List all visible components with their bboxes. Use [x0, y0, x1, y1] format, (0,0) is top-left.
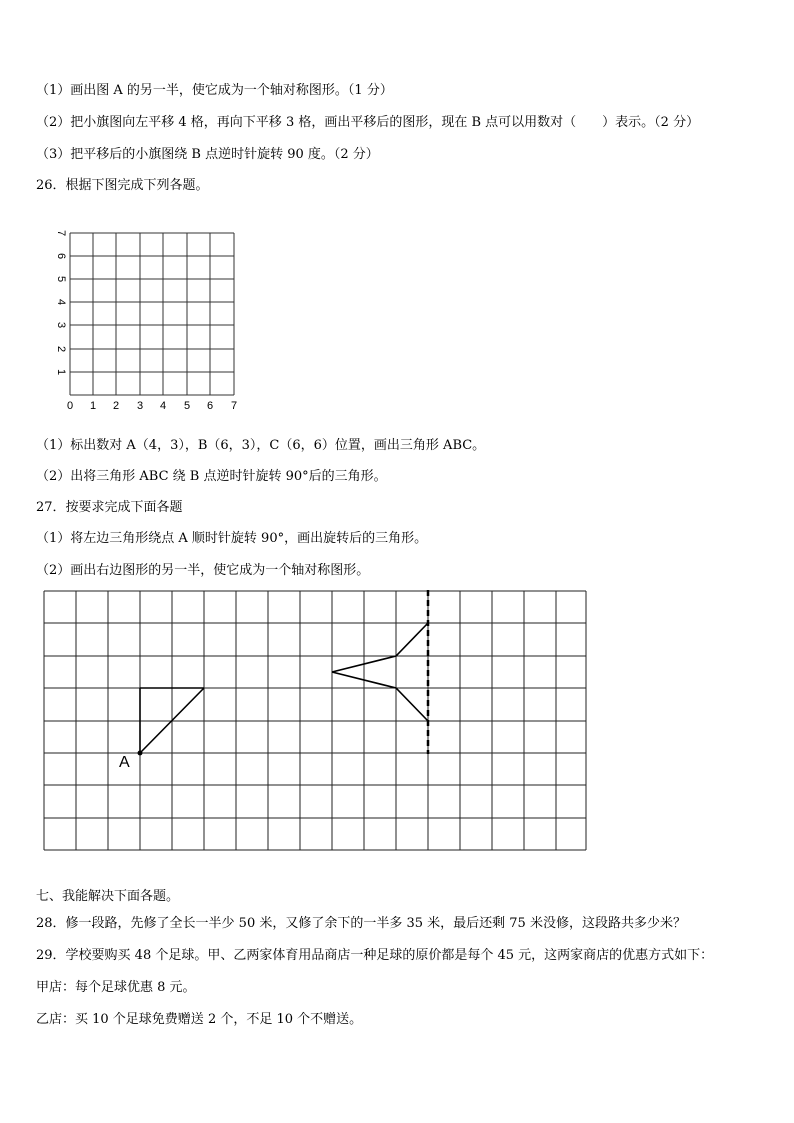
x-tick-label: 1 — [89, 400, 97, 412]
y-tick-label: 6 — [55, 252, 67, 260]
half-figure — [332, 623, 428, 721]
q29-text: 29．学校要购买 48 个足球。甲、乙两家体育用品商店一种足球的原价都是每个 45 元，这两家商店的优惠方式如下： — [36, 948, 714, 963]
x-tick-label: 7 — [230, 400, 238, 412]
point-a-dot — [138, 751, 143, 756]
y-tick-label: 7 — [55, 229, 67, 237]
x-tick-label: 6 — [206, 400, 214, 412]
square-grid — [40, 588, 592, 854]
x-tick-label: 4 — [159, 400, 167, 412]
y-tick-label: 2 — [55, 345, 67, 353]
q27-sub2: （2）画出右边图形的另一半，使它成为一个轴对称图形。 — [36, 563, 370, 578]
y-tick-label: 1 — [55, 368, 67, 376]
q27-title: 27．按要求完成下面各题 — [36, 500, 183, 515]
coordinate-grid — [50, 225, 250, 420]
x-tick-label: 2 — [112, 400, 120, 412]
x-tick-label: 5 — [183, 400, 191, 412]
y-tick-label: 3 — [55, 321, 67, 329]
q26-title: 26．根据下图完成下列各题。 — [36, 178, 209, 193]
point-a-label: A — [119, 754, 130, 771]
q25-sub1: （1）画出图 A 的另一半，使它成为一个轴对称图形。（1 分） — [36, 83, 393, 98]
y-tick-label: 4 — [55, 298, 67, 306]
section7-heading: 七、我能解决下面各题。 — [36, 889, 180, 904]
q26-sub2: （2）出将三角形 ABC 绕 B 点逆时针旋转 90°后的三角形。 — [36, 469, 387, 484]
shop-b-offer: 乙店：买 10 个足球免费赠送 2 个，不足 10 个不赠送。 — [36, 1012, 363, 1027]
x-tick-label: 0 — [66, 400, 74, 412]
q25-sub2: （2）把小旗图向左平移 4 格，再向下平移 3 格，画出平移后的图形，现在 B 点可以用数对（ ）表示。（2 分） — [36, 115, 700, 130]
q25-sub3: （3）把平移后的小旗图绕 B 点逆时针旋转 90 度。（2 分） — [36, 147, 379, 162]
y-tick-label: 5 — [55, 275, 67, 283]
q26-sub1: （1）标出数对 A（4，3），B（6，3），C（6，6）位置，画出三角形 ABC。 — [36, 438, 486, 453]
q27-sub1: （1）将左边三角形绕点 A 顺时针旋转 90°，画出旋转后的三角形。 — [36, 531, 428, 546]
shop-a-offer: 甲店：每个足球优惠 8 元。 — [36, 980, 196, 995]
q28-text: 28．修一段路，先修了全长一半少 50 米，又修了余下的一半多 35 米，最后还剩 75 米没修，这段路共多少米？ — [36, 916, 686, 931]
x-tick-label: 3 — [136, 400, 144, 412]
